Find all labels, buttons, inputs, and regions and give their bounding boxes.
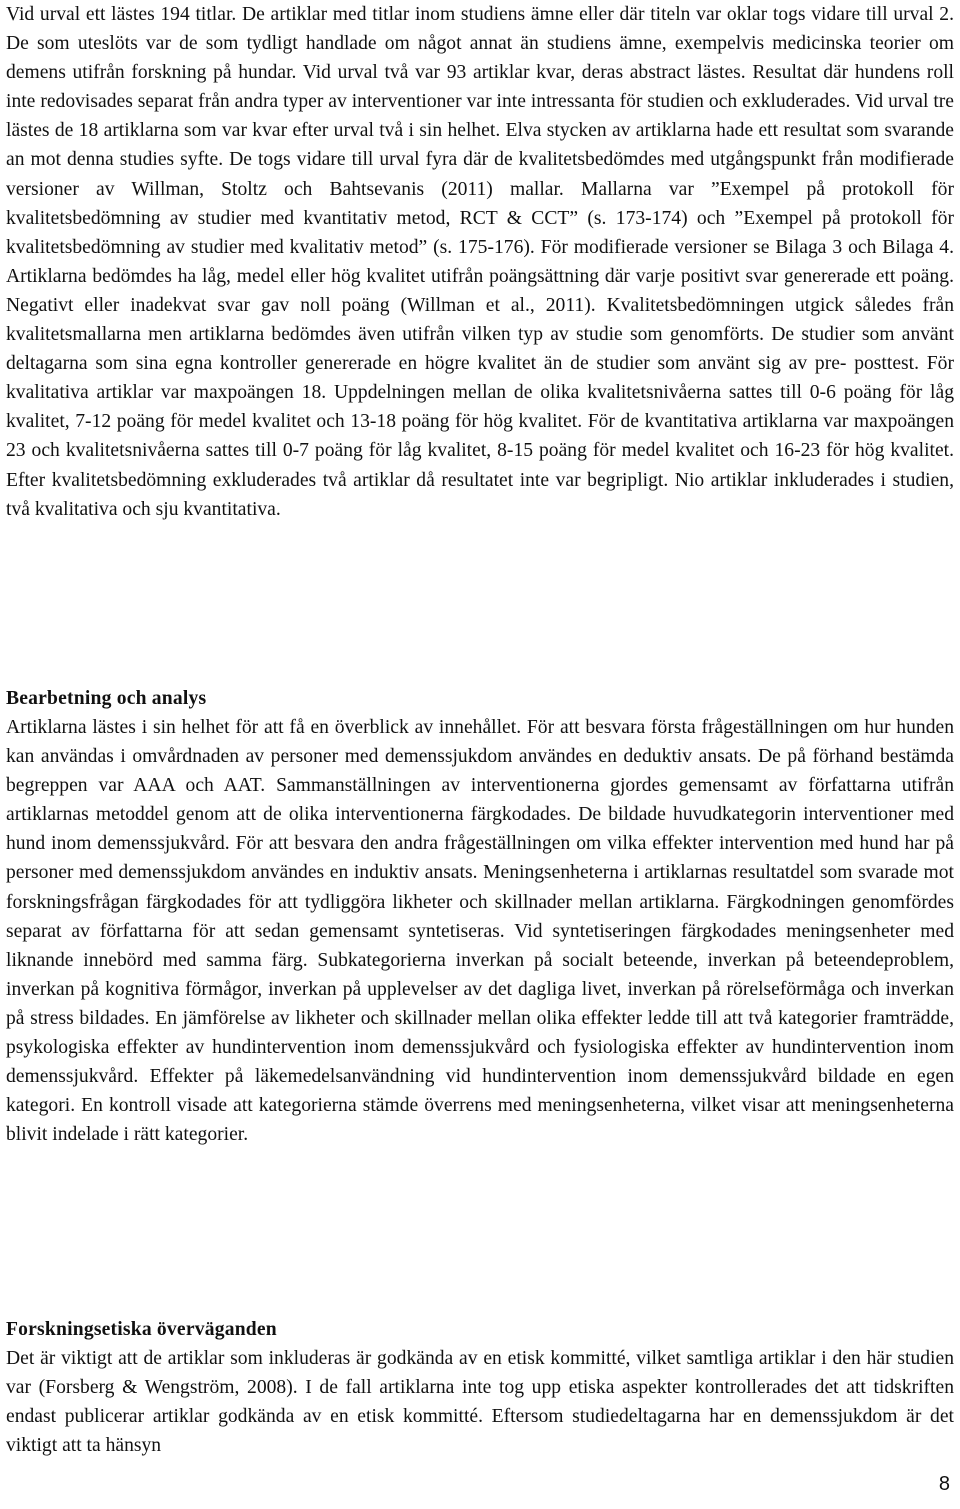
- heading-bearbetning-och-analys: Bearbetning och analys: [6, 688, 207, 709]
- heading-forskningsetiska-overvaganden: Forskningsetiska överväganden: [6, 1319, 277, 1340]
- paragraph-bearbetning: Artiklarna lästes i sin helhet för att få en överblick av innehållet. För att besvara första frågeställningen om hur hunden kan användas i omvårdnaden av personer med demenssjukdom användes en deduktiv ansats. De på förhand bestämda begreppen var AAA och AAT. Sammanställningen av interventionerna gjordes gemensamt av författarna utifrån artiklarnas metoddel genom att de olika interventionerna färgkodades. De bildade huvudkategorin interventioner med hund inom demenssjukvård. För att besvara den andra frågeställningen om vilka effekter intervention med hund har på personer med demenssjukdom användes en induktiv ansats. Meningsenheterna i artiklarnas resultatdel som svarade mot forskningsfrågan färgkodades för att tydliggöra likheter och skillnader mellan artiklarna. Färgkodningen genomfördes separat av författarna för att sedan gemensamt syntetiseras. Vid syntetiseringen färgkodades meningsenheter med liknande innebörd med samma färg. Subkategorierna inverkan på socialt beteende, inverkan på beteendeproblem, inverkan på kognitiva förmågor, inverkan på upplevelser av det dagliga livet, inverkan på rörelseförmåga och inverkan på stress bildades. En jämförelse av likheter och skillnader mellan olika effekter ledde till att två kategorier framträdde, psykologiska effekter av hundintervention inom demenssjukvård och fysiologiska effekter av hundintervention inom demenssjukvård. Effekter på läkemedelsanvändning vid hundintervention inom demenssjukvård bildade en egen kategori. En kontroll visade att kategorierna stämde överrens med meningsenheterna, vilket visar att meningsenheterna blivit indelade i rätt kategorier.: [6, 717, 954, 1146]
- paragraph-urval: Vid urval ett lästes 194 titlar. De artiklar med titlar inom studiens ämne eller där titeln var oklar togs vidare till urval 2. De som uteslöts var de som tydligt handlade om något annat än studiens ämne, exempelvis medicinska teorier om demens utifrån forskning på hundar. Vid urval två var 93 artiklar kvar, deras abstract lästes. Resultat där hundens roll inte redovisades separat från andra typer av interventioner var inte intressanta för studien och exkluderades. Vid urval tre lästes de 18 artiklarna som var kvar efter urval två i sin helhet. Elva stycken av artiklarna hade ett resultat som svarande an mot denna studies syfte. De togs vidare till urval fyra där de kvalitetsbedömdes med utgångspunkt från modifierade versioner av Willman, Stoltz och Bahtsevanis (2011) mallar. Mallarna var ”Exempel på protokoll för kvalitetsbedömning av studier med kvantitativ metod, RCT & CCT” (s. 173-174) och ”Exempel på protokoll för kvalitetsbedömning av studier med kvalitativ metod” (s. 175-176). För modifierade versioner se Bilaga 3 och Bilaga 4. Artiklarna bedömdes ha låg, medel eller hög kvalitet utifrån poängsättning där varje positivt svar genererade ett poäng. Negativt eller inadekvat svar gav noll poäng (Willman et al., 2011). Kvalitetsbedömningen utgick således från kvalitetsmallarna men artiklarna bedömdes även utifrån vilken typ av studie som genomförts. De studier som använt deltagarna som sina egna kontroller genererade en högre kvalitet än de studier som använt sig av pre- posttest. För kvalitativa artiklar var maxpoängen 18. Uppdelningen mellan de olika kvalitetsnivåerna sattes till 0-6 poäng för låg kvalitet, 7-12 poäng för medel kvalitet och 13-18 poäng för hög kvalitet. För de kvantitativa artiklarna var maxpoängen 23 och kvalitetsnivåerna sattes till 0-7 poäng för låg kvalitet, 8-15 poäng för medel kvalitet och 16-23 för hög kvalitet. Efter kvalitetsbedömning exkluderades två artiklar då resultatet inte var begripligt. Nio artiklar inkluderades i studien, två kvalitativa och sju kvantitativa.: [6, 4, 954, 520]
- paragraph-forskningsetik: Det är viktigt att de artiklar som inkluderas är godkända av en etisk kommitté, vilket samtliga artiklar i den här studien var (Forsberg & Wengström, 2008). I de fall artiklarna inte tog upp etiska aspekter kontrollerades det att tidskriften endast publicerar artiklar godkända av en etisk kommitté. Eftersom studiedeltagarna har en demenssjukdom är det viktigt att ta hänsyn: [6, 1348, 954, 1457]
- page-number: 8: [938, 1473, 950, 1495]
